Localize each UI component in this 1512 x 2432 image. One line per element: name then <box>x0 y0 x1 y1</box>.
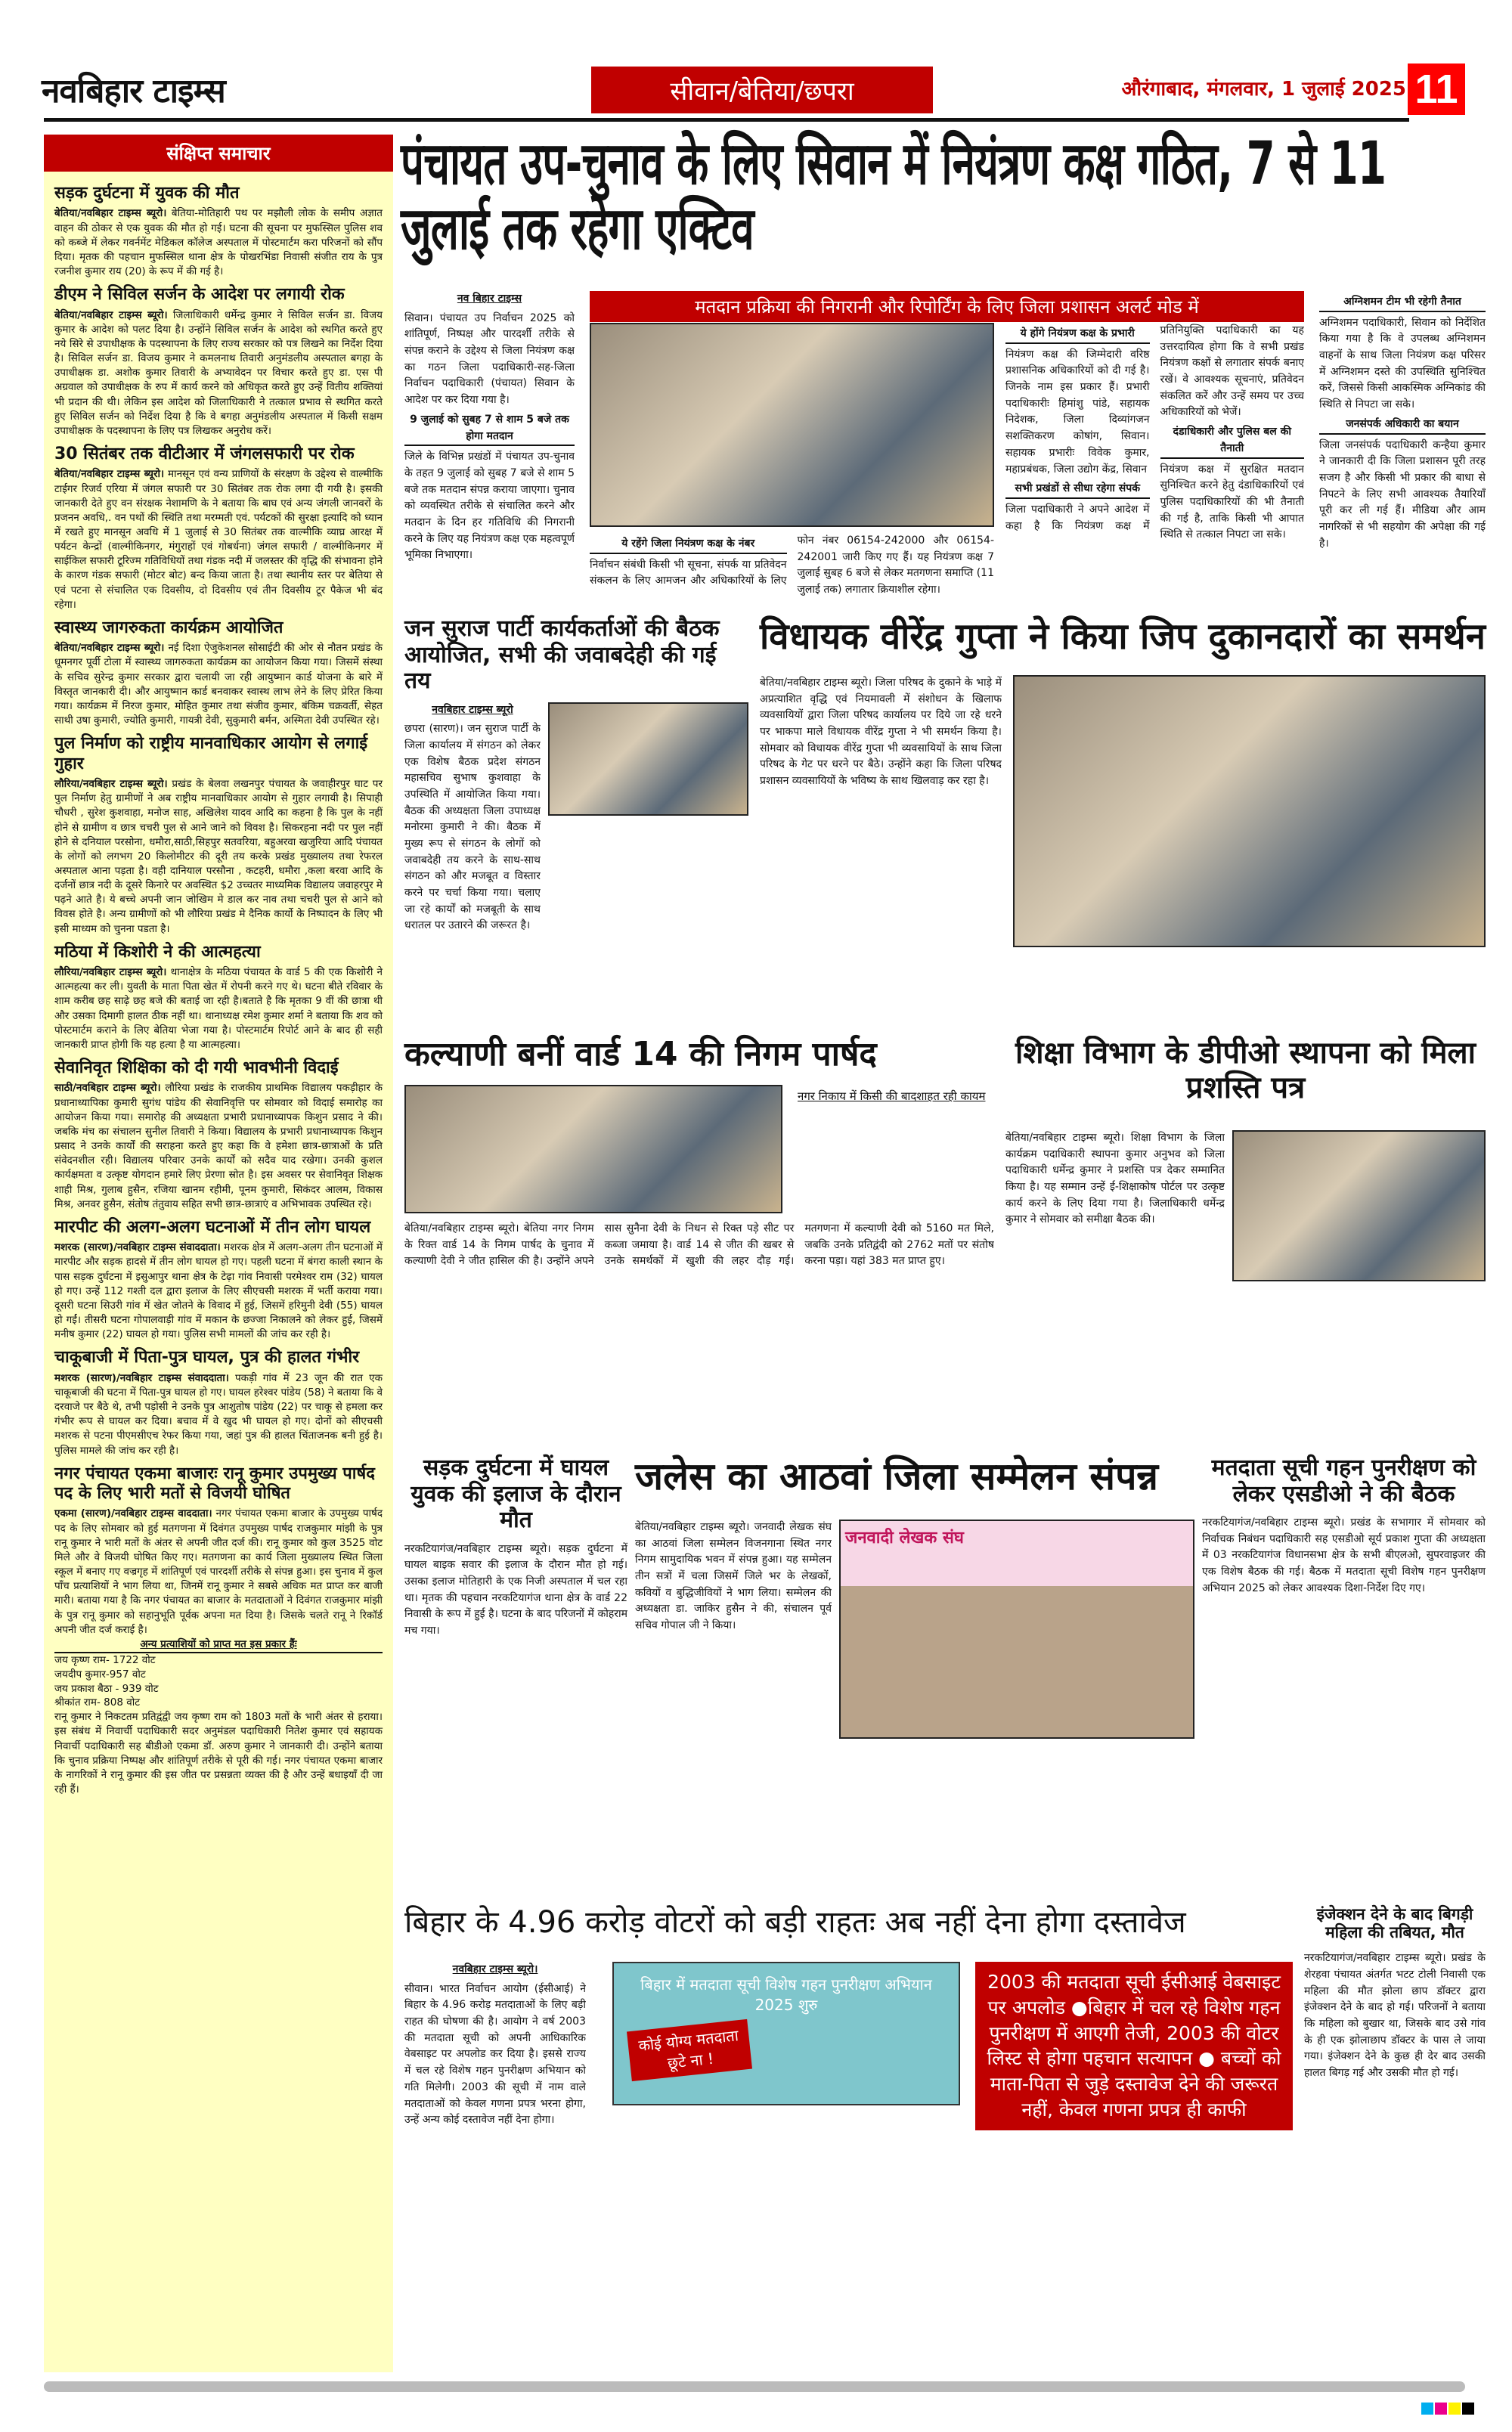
brief-news-sidebar <box>44 135 393 2372</box>
lead-subhead: ये होंगे नियंत्रण कक्ष के प्रभारी <box>1005 326 1150 344</box>
sidebar-title: संक्षिप्त समाचार <box>44 135 393 172</box>
brief-byline: एकमा (सारण)/नवबिहार टाइम्स वाददाता। <box>54 1507 212 1520</box>
brief-news-item <box>54 445 383 612</box>
lead-para: निर्वाचन संबंधी किसी भी सूचना, संपर्क या प्रतिवेदन संकलन के लिए आमजन और अधिकारियों के लिए फोन नंबर 06154-242000 और 06154-242001 जारी किए गए हैं। यह नियंत्रण कक्ष 7 जुलाई सुबह 6 बजे से लेकर मतगणना समाप्ति (11 जुलाई तक) लगातार क्रियाशील रहेगा। <box>590 534 994 596</box>
vote-entry: जयदीप कुमार-957 वोट <box>54 1668 146 1681</box>
story-headline: विधायक वीरेंद्र गुप्ता ने किया जिप दुकानदारों का समर्थन <box>760 615 1486 658</box>
brief-body <box>54 1371 383 1458</box>
story-matdata <box>1202 1455 1486 1879</box>
story-photo-award <box>1232 1130 1486 1281</box>
story-injection <box>1304 1905 1486 2374</box>
lead-para: सिवान। पंचायत उप निर्वाचन 2025 को शांतिपूर्ण, निष्पक्ष और पारदर्शी तरीके से संपन्न कराने के उद्देश्य से जिला नियंत्रण कक्ष का गठन जिला पदाधिकारी-सह-जिला निर्वाचन पदाधिकारी (पंचायत) सिवान के आदेश पर कर दिया गया है। <box>404 311 575 407</box>
brief-byline: साठी/नवबिहार टाइम्स ब्यूरो। <box>54 1082 161 1095</box>
brief-text: पकड़ी गांव में 23 जून की रात एक चाकूबाजी की घटना में पिता-पुत्र घायल हो गए। घायल हरेश्वर पांडेय (58) ने बताया कि वे दरवाजे पर बैठे थे, तभी पड़ोसी ने उनके पुत्र आशुतोष पांडेय (22) पर चाकू से हमला कर गंभीर रूप से घायल कर दिया। बचाव में वे खुद भी घायल हो गए। दोनों को सीएचसी मशरक से पटना पीएमसीएच रेफर किया गया, जहां पुत्र की हालत चिंताजनक बनी हुई है। पुलिस मामले की जांच कर रही है। <box>54 1371 383 1457</box>
masthead-rule <box>44 118 1409 122</box>
story-headline: मतदाता सूची गहन पुनरीक्षण को लेकर एसडीओ ने की बैठक <box>1211 1455 1476 1507</box>
story-body: नरकटियागंज/नवबिहार टाइम्स ब्यूरो। प्रखंड के शेरहवा पंचायत अंतर्गत भटट टोली निवासी एक महिला की मौत झोला छाप डॉक्टर द्वारा इंजेक्शन देने के बाद हो गई। परिजनों ने बताया कि महिला को बुखार था, जिसके बाद उसे गांव के ही एक झोलाछाप डॉक्टर के पास ले जाया गया। इंजेक्शन देने के कुछ ही देर बाद उसकी हालत बिगड़ गई और उसकी मौत हो गई। <box>1304 1952 1486 2080</box>
lead-col3 <box>1005 323 1304 605</box>
brief-text: नगर पंचायत एकमा बाजार के उपमुख्य पार्षद पद के लिए सोमवार को हुई मतगणना में दिवंगत उपमुख्य पार्षद राजकुमार मांझी के पुत्र रानू कुमार ने भारी मतों के अंतर से अपनी जीत दर्ज की। रानू कुमार को कुल 3525 वोट मिले और वे विजयी घोषित किए गए। मतगणना का कार्य जिला मुख्यालय स्थित जिला स्कूल में बनाए गए वज्रगृह में शांतिपूर्ण एवं पारदर्शी तरीके से संपन्न हुआ। इस चुनाव में कुल पाँच प्रत्याशियों ने भाग लिया था, जिनमें रानू कुमार ने सबसे अधिक मत प्राप्त कर बाजी मारी। बताया गया है कि नगर पंचायत का बाजार के मतदाताओं ने दिवंगत राजकुमार मांझी के पुत्र रानू कुमार को सहानुभूति पूर्वक अपना मत दिया है। जिसके चलते रानू ने रिकॉर्ड अपनी जीत दर्ज कराई है। <box>54 1507 383 1636</box>
brief-body <box>54 1241 383 1342</box>
story-gupta <box>760 616 1486 1024</box>
story-graphic-campaign <box>612 1962 960 2105</box>
brief-body <box>54 467 383 612</box>
brief-byline: लौरिया/नवबिहार टाइम्स ब्यूरो। <box>54 966 167 979</box>
brief-news-item <box>54 184 383 279</box>
brief-headline: स्वास्थ्य जागरुकता कार्यक्रम आयोजित <box>54 618 284 637</box>
lead-photo-meeting <box>590 323 994 527</box>
photo-banner-text: जनवादी लेखक संघ <box>845 1529 964 1547</box>
story-headline: बिहार के 4.96 करोड़ वोटरों को बड़ी राहतः अब नहीं देना होगा दस्तावेज <box>404 1905 1186 1940</box>
brief-text: लौरिया प्रखंड के राजकीय प्राथमिक विद्यालय पकड़ीहार के प्रधानाध्यापिका कुमारी सुगंध पांडेय की सेवानिवृत्ति पर सोमवार को विदाई समारोह का आयोजन किया गया। समारोह की अध्यक्षता प्रभारी प्रधानाध्यापक किशुन प्रसाद ने की। जबकि मंच का संचालन सुनील तिवारी ने किया। विद्यालय के प्रभारी प्रधानाध्यापक किशुन प्रसाद ने उनके कार्यों की सराहना करते हुए कहा कि वे हमेशा छात्र-छात्राओं के प्रति संवेदनशील रही। विद्यालय परिवार उनके कार्यों को सदैव याद रखेगा। उनकी कुशल कार्यक्षमता व उत्कृष्ट योगदान हमारे लिए प्रेरणा स्रोत है। इस अवसर पर सेवानिवृत शिक्षक शाही मिश्र, गुलाब हुसैन, रजिया खानम रहीमी, पूनम कुमारी, सिकंदर आलम, विकास मिश्र, अनवर हुसैन, संतोष तंतुवाय सहित सभी छात्र-छात्राएं व अभिभावक उपस्थित रहे। <box>54 1082 383 1210</box>
brief-byline: बेतिया/नवबिहार टाइम्स ब्यूरो। <box>54 308 168 321</box>
story-jales <box>635 1455 1194 1879</box>
vote-entry: जय प्रकाश बैठा - 939 वोट <box>54 1682 159 1695</box>
lead-col2 <box>590 533 994 605</box>
brief-news-item <box>54 734 383 937</box>
brief-byline: बेतिया/नवबिहार टाइम्स ब्यूरो। <box>54 207 167 220</box>
vote-list <box>54 1637 383 1710</box>
brief-body <box>54 206 383 279</box>
page-footer-bar <box>44 2381 1465 2392</box>
brief-news-item <box>54 1218 383 1342</box>
vote-entry: श्रीकांत राम- 808 वोट <box>54 1696 141 1709</box>
brief-news-item <box>54 618 383 728</box>
graphic-sticker: कोई योग्य मतदाता छूटे ना ! <box>627 2019 752 2081</box>
vote-list-heading: अन्य प्रत्याशियों को प्राप्त मत इस प्रकार हैंः <box>54 1637 383 1653</box>
lead-col1 <box>404 291 575 605</box>
brief-text: थानाक्षेत्र के मठिया पंचायत के वार्ड 5 की एक किशोरी ने आत्महत्या कर ली। युवती के माता पिता खेत में रोपनी करने गए थे। घटना बीते रविवार के शाम करीब छह साढ़े छह बजे की बताई जा रही है।बताते है कि मृतका 9 वीं की छात्रा थी और उसका दिमागी हालत ठीक नहीं था। थानाध्यक्ष रमेश कुमार शर्मा ने बताया कि शव को पोस्टमार्टम कराने के लिए बेतिया भेजा गया है। पोस्टमार्टम रिपोर्ट आने के बाद ही सही जानकारी प्राप्त होगी कि यह हत्या है या आत्महत्या। <box>54 966 383 1051</box>
lead-subhead: जनसंपर्क अधिकारी का बयान <box>1319 417 1486 435</box>
lead-subhead: अग्निशमन टीम भी रहेगी तैनात <box>1319 294 1486 312</box>
story-body: नरकटियागंज/नवबिहार टाइम्स ब्यूरो। प्रखंड के सभागार में सोमवार को निर्वाचक निबंधन पदाधिकारी सह एसडीओ सूर्य प्रकाश गुप्ता की अध्यक्षता में 03 नरकटियागंज विधानसभा क्षेत्र के सभी बीएलओ, सुपरवाइजर की एक विशेष बैठक की गई। बैठक में मतदाता सूची विशेष गहन पुनरीक्षण अभियान 2025 को लेकर आवश्यक दिशा-निर्देश दिए गए। <box>1202 1517 1486 1594</box>
lead-para: जिला पदाधिकारी ने अपने आदेश में कहा है कि नियंत्रण कक्ष में प्रतिनियुक्ति पदाधिकारी का यह उत्तरदायित्व होगा कि वे सभी प्रखंड नियंत्रण कक्षों से लगातार संपर्क बनाए रखें। वे आवश्यक सूचनाएं, प्रतिवेदन संकलित करें और उन्हें समय पर उच्च अधिकारियों को भेजें। <box>1005 324 1304 532</box>
brief-body: रानू कुमार ने निकटतम प्रतिद्वंद्वी जय कृष्ण राम को 1803 मतों के भारी अंतर से हराया। इस संबंध में निवार्ची पदाधिकारी सदर अनुमंडल पदाधिकारी नितेश कुमार एवं सहायक निवार्ची पदाधिकारी सह बीडीओ एकमा डॉ. अरुण कुमार ने जानकारी दी। उन्होंने बताया कि चुनाव प्रक्रिया निष्पक्ष और शांतिपूर्ण तरीके से पूरी की गई। नगर पंचायत एकमा बाजार के नागरिकों ने रानू कुमार की इस जीत पर प्रसन्नता व्यक्त की है और उन्हें बधाइयाँ दी जा रही हैं। <box>54 1711 383 1796</box>
story-byline: नवबिहार टाइम्स ब्यूरो <box>432 703 513 716</box>
lead-story <box>404 291 1486 609</box>
lead-subhead: 9 जुलाई को सुबह 7 से शाम 5 बजे तक होगा मतदान <box>404 412 575 446</box>
lead-red-subheadline: मतदान प्रक्रिया की निगरानी और रिपोर्टिंग के लिए जिला प्रशासन अलर्ट मोड में <box>590 291 1304 322</box>
brief-headline: डीएम ने सिविल सर्जन के आदेश पर लगायी रोक <box>54 285 345 305</box>
issue-date: औरंगाबाद, मंगलवार, 1 जुलाई 2025 <box>1121 78 1406 101</box>
cmyk-cyan-mark <box>1421 2403 1433 2415</box>
brief-body <box>54 308 383 438</box>
page-number: 11 <box>1408 64 1465 115</box>
brief-body <box>54 1507 383 1637</box>
story-photo-protest <box>1013 675 1486 947</box>
brief-headline: पुल निर्माण को राष्ट्रीय मानवाधिकार आयोग से लगाई गुहार <box>54 734 368 773</box>
vote-entry: जय कृष्ण राम- 1722 वोट <box>54 1653 156 1666</box>
brief-news-item <box>54 1058 383 1212</box>
brief-body <box>54 1081 383 1211</box>
brief-headline: मारपीट की अलग-अलग घटनाओं में तीन लोग घायल <box>54 1217 371 1237</box>
story-jansuraj <box>404 616 748 1024</box>
story-body: नरकटियागंज/नवबिहार टाइम्स ब्यूरो। सड़क दुर्घटना में घायल बाइक सवार की इलाज के दौरान मौत हो गई। उसका इलाज मोतिहारी के एक निजी अस्पताल में चल रहा था। मृतक की पहचान नरकटियागंज थाना क्षेत्र के वार्ड 22 निवासी के रूप में हुई है। घटना के बाद परिजनों में कोहराम मच गया। <box>404 1542 627 1637</box>
lead-byline: नव बिहार टाइम्स <box>457 293 522 305</box>
lead-para: नियंत्रण कक्ष में सुरक्षित मतदान सुनिश्चित करने हेतु दंडाधिकारियों एवं पुलिस पदाधिकारियों की भी तैनाती की गई है, ताकि किसी भी आपात स्थिति से तत्काल निपटा जा सके। <box>1160 463 1304 541</box>
lead-subhead: ये रहेंगे जिला नियंत्रण कक्ष के नंबर <box>590 536 787 554</box>
story-col <box>404 1962 586 2370</box>
brief-headline: 30 सितंबर तक वीटीआर में जंगलसफारी पर रोक <box>54 444 355 463</box>
story-headline: जन सुराज पार्टी कार्यकर्ताओं की बैठक आयोजित, सभी की जवाबदेही की गई तय <box>404 615 720 694</box>
lead-para: जिला जनसंपर्क पदाधिकारी कन्हैया कुमार ने जानकारी दी कि जिला प्रशासन पूरी तरह सजग है और किसी भी प्रकार की बाधा से निपटने के लिए सभी आवश्यक तैयारियाँ पूरी कर ली गई हैं। मीडिया और आम नागरिकों से भी सहयोग की अपेक्षा की गई है। <box>1319 438 1486 550</box>
story-body: सीवान। भारत निर्वाचन आयोग (ईसीआई) ने बिहार के 4.96 करोड़ मतदाताओं के लिए बड़ी राहत की घोषणा की है। आयोग ने वर्ष 2003 की मतदाता सूची को अपनी आधिकारिक वेबसाइट पर अपलोड कर दिया है। इससे राज्य में चल रहे विशेष गहन पुनरीक्षण अभियान को गति मिलेगी। 2003 की सूची में नाम वाले मतदाताओं को केवल गणना प्रपत्र भरना होगा, उन्हें अन्य कोई दस्तावेज नहीं देना होगा। <box>404 1982 586 2127</box>
story-red-highlight: 2003 की मतदाता सूची ईसीआई वेबसाइट पर अपलोड ●बिहार में चल रहे विशेष गहन पुनरीक्षण में आएगी तेजी, 2003 की वोटर लिस्ट से होगा पहचान सत्यापन ● बच्चों को माता-पिता से जुड़े दस्तावेज देने की जरूरत नहीं, केवल गणना प्रपत्र ही काफी <box>975 1962 1293 2130</box>
brief-news-item <box>54 943 383 1052</box>
story-photo-conference <box>839 1520 1194 1739</box>
story-kalyani <box>404 1036 994 1444</box>
story-bihar-voters <box>404 1905 1293 2374</box>
story-body: बेतिया/नवबिहार टाइम्स ब्यूरो। जिला परिषद के दुकाने के भाड़े में अप्रत्याशित वृद्धि एवं नियमावली में संशोधन के खिलाफ व्यवसायियों द्वारा जिला परिषद कार्यालय पर दिये जा रहे धरने पर भाकपा माले विधायक वीरेंद्र गुप्ता ने भी समर्थन किया है। सोमवार को विधायक वीरेंद्र गुप्ता भी व्यवसायियों के साथ जिला परिषद के गेट पर धरने पर बैठे। उन्होंने कहा कि जिला परिषद प्रशासन व्यवसायियों के भविष्य के साथ खिलवाड़ कर रहा है। <box>760 677 1002 788</box>
brief-headline: मठिया में किशोरी ने की आत्महत्या <box>54 942 261 962</box>
story-headline: शिक्षा विभाग के डीपीओ स्थापना को मिला प्रशस्ति पत्र <box>1015 1036 1476 1105</box>
story-headline: जलेस का आठवां जिला सम्मेलन संपन्न <box>635 1455 1158 1498</box>
lead-subhead: दंडाधिकारी और पुलिस बल की तैनाती <box>1160 424 1305 458</box>
sidebar-items <box>44 172 393 1803</box>
section-label: सीवान/बेतिया/छपरा <box>591 67 933 113</box>
brief-byline: बेतिया/नवबिहार टाइम्स ब्यूरो। <box>54 642 165 655</box>
brief-byline: मशरक (सारण)/नवबिहार टाइम्स संवाददाता। <box>54 1371 229 1384</box>
lead-para: अग्निशमन पदाधिकारी, सिवान को निर्देशित किया गया है कि वे उपलब्ध अग्निशमन वाहनों के साथ जिला नियंत्रण कक्ष परिसर में अग्निशमन दस्ते की उपस्थिति सुनिश्चित करें, जिससे किसी आकस्मिक अग्निकांड की स्थिति से निपटा जा सके। <box>1319 316 1486 411</box>
story-headline: कल्याणी बनीं वार्ड 14 की निगम पार्षद <box>404 1035 877 1073</box>
brief-body <box>54 641 383 728</box>
brief-headline: सेवानिवृत शिक्षिका को दी गयी भावभीनी विदाई <box>54 1058 339 1078</box>
story-kicker: नगर निकाय में किसी की बादशाहत रही कायम <box>798 1089 986 1103</box>
story-body: छपरा (सारण)। जन सुराज पार्टी के जिला कार्यालय में संगठन को लेकर एक विशेष बैठक प्रदेश संगठन महासचिव सुभाष कुशवाहा के उपस्थिति में आयोजित किया गया। बैठक की अध्यक्षता जिला उपाध्यक्ष मनोरमा कुमारी ने की। बैठक में मुख्य रूप से संगठन के लोगों को जवाबदेही तय करने के साथ-साथ संगठन को और मजबूत व विस्तार करने पर चर्चा किया गया। चलाए जा रहे कार्यों को मजबूती के साथ धरातल पर उतारने की जरूरत है। <box>404 723 541 932</box>
story-photo-celebration <box>404 1085 782 1213</box>
lead-headline: पंचायत उप-चुनाव के लिए सिवान में नियंत्रण कक्ष गठित, 7 से 11 जुलाई तक रहेगा एक्टिव <box>401 130 1387 263</box>
story-byline: नवबिहार टाइम्स ब्यूरो। <box>452 1963 538 1975</box>
cmyk-black-mark <box>1462 2403 1474 2415</box>
graphic-title: बिहार में मतदाता सूची विशेष गहन पुनरीक्षण अभियान 2025 शुरु <box>640 1975 932 2014</box>
brief-text: बेतिया-मोतिहारी पथ पर मझौली लोक के समीप अज्ञात वाहन की ठोकर से एक युवक की मौत हो गई। घटना की सूचना पर मुफस्सिल पुलिस शव को कब्जे में लेकर गवर्नमेंट मेडिकल कॉलेज अस्पताल में पोस्टमार्टम करा परिजनों को सौंप दिया। मृतक की पहचान मुफस्सिल थाना क्षेत्र के पोखरभिंडा निवासी संजीत राय के पुत्र रजनीश कुमार राय (20) के रूप में की गई है। <box>54 207 383 278</box>
brief-headline: चाकूबाजी में पिता-पुत्र घायल, पुत्र की हालत गंभीर <box>54 1348 360 1368</box>
brief-body <box>54 965 383 1052</box>
brief-byline: लौरिया/नवबिहार टाइम्स ब्यूरो। <box>54 778 168 791</box>
story-headline: इंजेक्शन देने के बाद बिगड़ी महिला की तबियत, मौत <box>1316 1905 1473 1942</box>
brief-news-item <box>54 1464 383 1798</box>
story-body: बेतिया/नवबिहार टाइम्स ब्यूरो। शिक्षा विभाग के जिला कार्यक्रम पदाधिकारी स्थापना कुमार अनुभव को जिला पदाधिकारी धर्मेन्द्र कुमार ने प्रशस्ति पत्र देकर सम्मानित किया है। यह सम्मान उन्हें ई-शिक्षाकोष पोर्टल पर उत्कृष्ट कार्य करने के लिए दिया गया है। जिलाधिकारी धर्मेन्द्र कुमार ने सोमवार को समीक्षा बैठक की। <box>1005 1132 1225 1226</box>
lead-para: जिले के विभिन्न प्रखंडों में पंचायत उप-चुनाव के तहत 9 जुलाई को सुबह 7 बजे से शाम 5 बजे तक मतदान संपन्न कराया जाएगा। चुनाव को व्यवस्थित तरीके से संचालित करने और मतदान के दिन हर गतिविधि की निगरानी करने के लिए यह नियंत्रण कक्ष एक महत्वपूर्ण भूमिका निभाएगा। <box>404 451 575 562</box>
cmyk-magenta-mark <box>1435 2403 1447 2415</box>
story-headline: सड़क दुर्घटना में घायल युवक की इलाज के दौरान मौत <box>411 1455 621 1533</box>
brief-headline: सड़क दुर्घटना में युवक की मौत <box>54 184 240 203</box>
brief-text: प्रखंड के बेलवा लखनपुर पंचायत के जवाहीरपुर घाट पर पुल निर्माण हेतु ग्रामीणों ने अब राष्ट्रीय मानवाधिकार आयोग से गुहार लगायी है। सिपाही चौधरी , सुरेश कुशवाहा, मनोज साह, अखिलेश यादव आदि का कहना है कि पुल के नहीं होने से ग्रामीण व छात्र चचरी पुल से आने जाने को विवश है। सिकरहना नदी पर पुल नहीं होने से दनियाल परसोना, धमौरा,साठी,सिहपुर सतवरिया, बहुअरवा खजुरिया आदि पंचायत के लोगों को लगभग 20 किलोमीटर की दूरी तय करके प्रखंड मुख्यालय तथा रेफरल अस्पताल आना पड़ता है। वही दानियाल परसौना , कटहरी, धमौरा ,कला बरवा आदि के दर्जनों छात्र नदी के दूसरे किनारे पर अवस्थित $2 उच्चतर माध्यमिक विद्यालय जवाहरपुर मे पढ़ने आते है। ये बच्चे अपनी जान जोखिम मे डाल कर नाव तथा चचरी पुल से आने को विवस होते है। अन्य ग्रामीणों को भी लौरिया प्रखंड मे दैनिक कार्यो के निष्पादन के लिए भी इसी माध्यम को चुनना पडता है। <box>54 778 383 935</box>
story-body: बेतिया/नवबिहार टाइम्स ब्यूरो। जनवादी लेखक संघ का आठवां जिला सम्मेलन विजनगाना स्थित नगर निगम सामुदायिक भवन में संपन्न हुआ। यह सम्मेलन तीन सत्रों में चला जिसमें जिले भर के लेखकों, कवियों व बुद्धिजीवियों ने भाग लिया। सम्मेलन की अध्यक्षता डा. जाकिर हुसैन ने की, संचालन पूर्व सचिव गोपाल जी ने किया। <box>635 1521 832 1632</box>
lead-col4 <box>1319 291 1486 605</box>
brief-body <box>54 777 383 937</box>
lead-subhead: सभी प्रखंडों से सीधा रहेगा संपर्क <box>1005 481 1150 499</box>
lead-para: नियंत्रण कक्ष की जिम्मेदारी वरिष्ठ प्रशासनिक अधिकारियों को दी गई है। जिनके नाम इस प्रकार हैं। प्रभारी पदाधिकारीः हिमांशु पांडे, सहायक निदेशक, जिला दिव्यांगजन सशक्तिकरण कोषांग, सिवान। सहायक प्रभारीः विवेक कुमार, महाप्रबंधक, जिला उद्योग केंद्र, सिवान <box>1005 348 1150 476</box>
brief-news-item <box>54 1348 383 1458</box>
newspaper-logo: नवबिहार टाइम्स <box>42 72 225 110</box>
brief-news-item <box>54 285 383 438</box>
brief-byline: मशरक (सारण)/नवबिहार टाइम्स संवाददाता। <box>54 1241 221 1254</box>
brief-text: मानसून एवं वन्य प्राणियों के संरक्षण के उद्देश्य से वाल्मीकि टाईगर रिजर्व एरिया में जंगल सफारी पर 30 सितंबर तक रोक लगा दी गयी है। इसकी जानकारी देते हुए वन संरक्षक नेशामणि के ने बताया कि बाघ एवं अन्य जंगली जानवरों के प्रजनन अवधि,. वन पथों की स्थिति तथा मरम्मती एवं. पर्यटकों की सुरक्षा इत्यादि को ध्यान में रखते हुए मानसून अवधि में 1 जुलाई से 30 सितंबर तक वाल्मीकि व्याघ्र आरक्ष में पर्यटन केन्द्रों (वाल्मीकिनगर, मंगुराहों एवं गोबर्धना) जंगल सफारी / वाल्मीकिनगर में साईकिल सफारी टूरिज्म गतिविधियों तथा गंडक नदी में जलस्तर की वृद्धि की संभावना होने के कारण गंडक सफारी (मोटर बोट) बन्द किया जाता है। तथा स्थानीय स्तर पर बेतिया से एवं पटना से संचालित एक दिवसीय, दो दिवसीय एवं तीन दिवसीय टूर पैकेज भी बंद रहेगा। <box>54 468 383 611</box>
brief-text: मशरक क्षेत्र में अलग-अलग तीन घटनाओं में मारपीट और सड़क हादसे में तीन लोग घायल हो गए। पहली घटना में बंगरा काली स्थान के पास सड़क दुर्घटना में इसुआपुर थाना क्षेत्र के टेढ़ा गांव निवासी परमेश्वर राम (32) घायल हो गए। उन्हें 112 गश्ती दल द्वारा इलाज के लिए सीएचसी मशरक में भर्ती कराया गया। दूसरी घटना सिउरी गांव में खेत जोतने के विवाद में हुई, जिसमें हरिमुनी देवी (55) घायल हो गईं। तीसरी घटना गोपालवाड़ी गांव में मकान के छज्जा निकालने को लेकर हुई, जिसमें मनीष कुमार (22) घायल हो गया। पुलिस सभी मामलों की जांच कर रही है। <box>54 1241 383 1341</box>
brief-text: नई दिशा ऐजुकेशनल सोसाईटी की ओर से नौतन प्रखंड के धूमनगर पूर्वी टोला में स्वास्थ्य जागरुकता कार्यक्रम का आयोजन किया गया। जिसमें संस्था के सचिव सुरेन्द्र कुमार सरकार द्वारा चलायी जा रही आयुष्मान कार्ड योजना के बारे में विस्तृत जानकारी दी। और आयुष्मान कार्ड बनवाकर स्वास्थ लाभ लेने के लिए प्रेरित किया गया। कार्यक्रम में निरज कुमार, मोहित कुमार तथा संजीव कुमार, बंकिम चक्रवर्ती, सेहत साथी उषा कुमारी, ज्योति कुमारी, गायत्री देवी, सुकुमारी बर्मन, अस्मिता देवी उपस्थित रहे। <box>54 642 383 727</box>
story-body: बेतिया/नवबिहार टाइम्स ब्यूरो। बेतिया नगर निगम के रिक्त वार्ड 14 के निगम पार्षद के चुनाव में कल्याणी देवी ने जीत हासिल की है। उन्होंने अपने सास सुनैना देवी के निधन से रिक्त पड़े सीट पर कब्जा जमाया है। वार्ड 14 से जीत की खबर से उनके समर्थकों में खुशी की लहर दौड़ गई। मतगणना में कल्याणी देवी को 5160 मत मिले, जबकि उनके प्रतिद्वंदी को 2762 मतों पर संतोष करना पड़ा। यहां 383 मत प्राप्त हुए। <box>404 1222 994 1268</box>
brief-headline: नगर पंचायत एकमा बाजारः रानू कुमार उपमुख्य पार्षद पद के लिए भारी मतों से विजयी घोषित <box>54 1464 375 1504</box>
story-sadak <box>404 1455 627 1879</box>
cmyk-yellow-mark <box>1448 2403 1461 2415</box>
story-shiksha <box>1005 1036 1486 1444</box>
brief-text: जिलाधिकारी धर्मेन्द्र कुमार ने सिविल सर्जन डा. विजय कुमार के आदेश को पलट दिया है। उन्होंने सिविल सर्जन के आदेश को स्थगित करते हुए नये सिरे से उपाधीक्षक के पदस्थापना के लिए राज्य सरकार को पत्र लिखने का निर्देश दिया है। सिविल सर्जन डा. विजय कुमार ने कमलनाथ तिवारी अनुमंडलीय अस्पताल बगहा के उपाधीक्षक डा. अशोक कुमार तिवारी के अभ्यावेदन पर विचार करते हुए डा. एस पी अग्रवाल को उपाधीक्षक के रुप में कार्य करने को अधिकृत करते हुए उन्हें वितीय शक्तियां भी प्रदान की थी। लेकिन इस आदेश को जिलाधिकारी ने तत्काल प्रभाव से स्थगित करते हुए सिविल सर्जन को निर्देश दिया है कि वे बगहा अनुमंडलीय अस्पताल में किसी सक्षम उपाधीक्षक के पदस्थापना के लिए पत्र लिखकर अनुरोध करें। <box>54 308 383 437</box>
brief-byline: बेतिया/नवबिहार टाइम्स ब्यूरो। <box>54 468 165 481</box>
story-photo <box>548 702 748 816</box>
